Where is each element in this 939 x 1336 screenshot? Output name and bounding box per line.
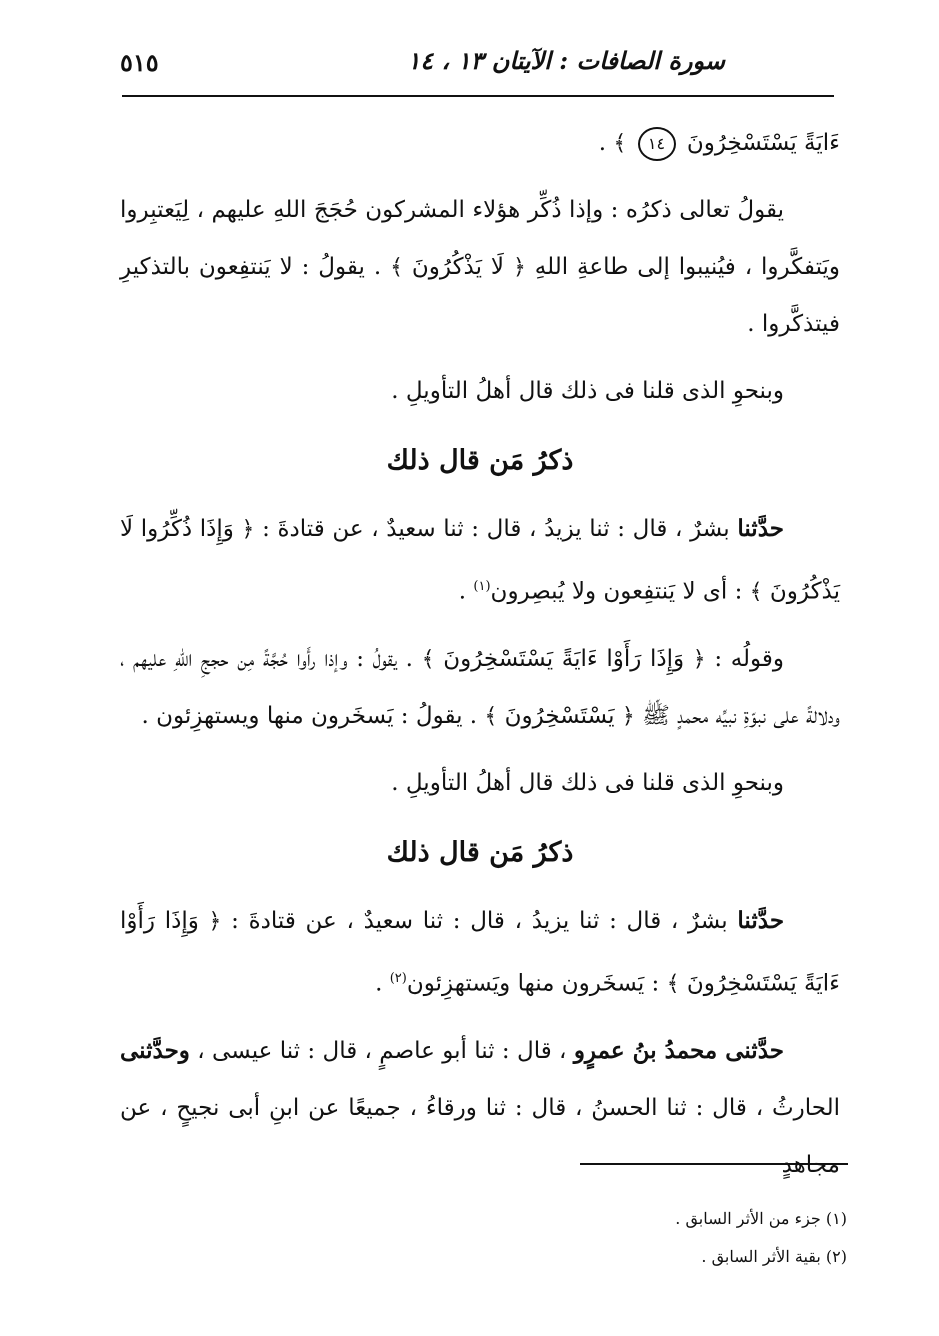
footnote-rule xyxy=(580,1163,848,1165)
text-run: . يقولُ : لا يَنتفِعون بالتذكيرِ فيتذكَّروا . xyxy=(120,254,840,337)
footnote-2: (٢) بقية الأثر السابق . xyxy=(701,1247,847,1266)
footnote-ref-1: (١) xyxy=(473,579,491,594)
running-head: سورة الصافات : الآيتان ١٣ ، ١٤ xyxy=(407,46,725,75)
quran-ornament-close: ﴾ xyxy=(421,646,435,672)
footnotes xyxy=(147,1200,847,1276)
quran-ornament-open: ﴿ xyxy=(512,255,526,280)
verse-number-medallion: ١٤ xyxy=(638,127,676,161)
paragraph-hadith-1 xyxy=(120,500,840,621)
quran-ornament-open: ﴿ xyxy=(621,703,635,729)
footnote-ref-2: (٢) xyxy=(389,970,407,986)
paragraph-commentary-2 xyxy=(120,631,840,745)
narration-lead: وحدَّثنى xyxy=(120,1037,190,1065)
quran-ornament-close: ﴾ xyxy=(390,255,403,280)
page-number: ٥١٥ xyxy=(120,48,159,77)
verse-line xyxy=(120,115,840,172)
text-run: . يقولُ : يَسخَرون منها ويستهزِئون . xyxy=(141,702,478,729)
header-rule xyxy=(122,95,834,97)
text-run: . xyxy=(375,970,383,997)
quran-ornament-close: ﴾ xyxy=(613,131,627,156)
text-run: بشرٌ ، قال : ثنا يزيدُ ، قال : ثنا سعيدٌ ، عن قتادةَ : xyxy=(262,516,730,542)
text-run: ، قال : ثنا أبو عاصمٍ ، قال : ثنا عيسى ، xyxy=(197,1038,567,1065)
narration-lead: حدَّثنى محمدُ بنُ عمرٍو xyxy=(573,1037,784,1065)
quran-ornament-close: ﴾ xyxy=(484,703,498,729)
quran-quote: وَإِذَا ذُكِّرُوا لَا يَذْكُرُونَ xyxy=(120,516,840,605)
paragraph-hadith-2 xyxy=(120,892,840,1013)
text-run: وقولُه : xyxy=(714,645,785,672)
paragraph-hadith-3 xyxy=(120,1022,840,1194)
verse-end: . xyxy=(598,130,606,156)
quran-quote: يَسْتَسْخِرُونَ xyxy=(504,702,615,729)
quran-ornament-close: ﴾ xyxy=(666,971,680,997)
text-run: : أى لا يَنتفِعون ولا يُبصِرون xyxy=(490,578,743,605)
quran-ornament-close: ﴾ xyxy=(749,579,763,605)
section-heading-1: ذكرُ مَن قال ذلك xyxy=(386,445,574,476)
main-text xyxy=(120,115,840,1194)
narration-lead: حدَّثنا xyxy=(737,906,785,934)
quran-quote: وَإِذَا رَأَوْا ءَايَةً يَسْتَسْخِرُونَ xyxy=(443,645,685,672)
quran-ornament-open: ﴿ xyxy=(241,517,255,542)
text-run: . يقولُ : وإذا رأَوا حُجَّةً مِن حججِ اللهِ عليهم ، ودلالةً على نبوّةِ نبيِّه محمدٍ ﷺ xyxy=(120,645,840,729)
text-run: بشرٌ ، قال : ثنا يزيدُ ، قال : ثنا سعيدٌ ، عن قتادةَ : xyxy=(231,907,728,934)
narration-lead: حدَّثنا xyxy=(737,515,784,542)
quran-quote: وَإِذَا رَأَوْا ءَايَةً يَسْتَسْخِرُونَ xyxy=(120,907,840,997)
text-run: يقولُ تعالى ذكرُه : وإذا ذُكِّر هؤلاء المشركون حُجَجَ اللهِ عليهم ، لِيَعتبِروا ويَتفكَّروا ، فيُنيبوا إلى طاعةِ اللهِ xyxy=(120,197,841,280)
paragraph-commentary-1 xyxy=(120,182,840,353)
paragraph-interpreters-2: وبنحوِ الذى قلنا فى ذلك قال أهلُ التأويلِ . xyxy=(391,769,784,796)
quran-ornament-open: ﴿ xyxy=(208,908,222,934)
quran-quote: ءَايَةً يَسْتَسْخِرُونَ xyxy=(686,130,840,156)
quran-quote: لَا يَذْكُرُونَ xyxy=(411,254,505,280)
text-run: : يَسخَرون منها ويَستهزِئون xyxy=(406,970,660,997)
footnote-1: (١) جزء من الأثر السابق . xyxy=(675,1209,847,1228)
text-run: . xyxy=(458,578,467,605)
paragraph-interpreters-1: وبنحوِ الذى قلنا فى ذلك قال أهلُ التأويلِ . xyxy=(391,378,784,404)
section-heading-2: ذكرُ مَن قال ذلك xyxy=(386,836,574,868)
text-run: الحارثُ ، قال : ثنا الحسنُ ، قال : ثنا ورقاءُ ، جميعًا عن ابنِ أبى نجيحٍ ، عن مجاهدٍ xyxy=(120,1095,840,1179)
quran-ornament-open: ﴿ xyxy=(692,646,706,672)
page-header xyxy=(120,42,835,82)
